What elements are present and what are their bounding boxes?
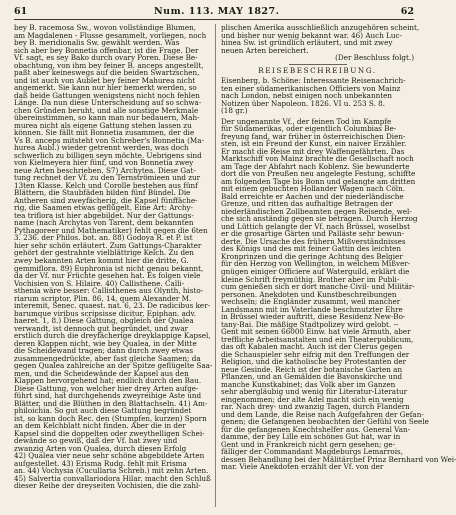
text-line: fälliger der Commandant Magdeburgs Lemarrois,	[221, 447, 403, 457]
text-line: und dem Lande, die Reise nach Aufgefahren der Gefan-	[221, 409, 424, 419]
text-line: personen. Anekdoten und Kunstbeschreibungen	[221, 289, 397, 299]
text-line: Länge. Da nun diese Unterscheidung auf so schwa-	[14, 98, 202, 108]
text-line: ist, so kann doch Rec. den (Stumpfen, kurzen) Sporn	[14, 413, 207, 423]
text-line: dieser Reihe der dreyseiten Vochisien, die die zahl-	[14, 481, 201, 491]
text-line: Diese Gattung, von welcher hier drey Arten aufge-	[14, 383, 199, 393]
text-line: hurea Aubl.) wieder getrennt werden, was doch	[14, 143, 189, 153]
text-line: obachtung, von ihm bey feiner B. anceps angestellt,	[14, 60, 204, 70]
text-line: Bald erreichte er Aachen und der niederländische	[221, 191, 404, 201]
page-header	[14, 4, 414, 20]
text-line: neue Arten beschrieben. S7) Archytea. Diese Gat-	[14, 165, 196, 175]
text-line: verwandt, ist dennoch gut begründet, und zwar	[14, 323, 189, 333]
text-line: können. Sie fällt mit Bonnetia zusammen, der die	[14, 128, 195, 138]
text-line: tea triflora ist hier abgebildet. Nur der Gattungs-	[14, 210, 194, 220]
text-line: sthenia wäre besser: Callisthenes aus Olynth, histo-	[14, 286, 204, 296]
text-line: treffliche Arbeitsanstalten und ein Theaterpublicum,	[221, 334, 414, 344]
text-line: und Lüttich gelangte der Vf. nach Brüssel, woselbst	[221, 221, 410, 231]
text-line: (18 gr.)	[221, 106, 248, 116]
text-line: des Königs und des mit feiner Gattin des leichten	[221, 244, 402, 254]
text-line: er die grosartige Gärten und Palläste sehr bewun-	[221, 229, 404, 239]
text-line: neue Gesinde. Reich ist der botanische Garten an	[221, 364, 403, 374]
text-line: Antheren sind zweyfächerig, die Kapsel fünffäche-	[14, 195, 198, 205]
text-line: gnügen einiger Officiere auf Waterguild, erklärt die	[221, 266, 410, 276]
text-line: chen Gründen beruht, und alle sonstige Merkmale	[14, 105, 199, 115]
issue-line: Num. 113. MAY 1827.	[154, 6, 280, 17]
continuation-note: (Der Beschluss folgt.)	[335, 53, 414, 63]
text-line: Pflanzen, und an Gemälden die Bavonskirche und	[221, 372, 403, 382]
text-line: 13ten Klasse. Kelch und Corolle bestehen aus fünf	[14, 180, 198, 190]
section-rule	[289, 64, 347, 65]
text-line: ten einer südamerikanischen Officiers von Mainz	[221, 83, 401, 93]
text-line: mit einem gebuchten Hollander Wagen nach Cöln.	[221, 184, 406, 194]
text-line: Notizen über Napoleon. 1826. VI u. 253 S. 8.	[221, 98, 386, 108]
text-line: gegen Qualea zahlreiche an der Spitze geflügelte Saa-	[14, 361, 213, 371]
text-line: nach London, nebst einigen noch unbekannten	[221, 91, 392, 101]
text-line: tany-Bai. Die mäßige Stadtpolizey wird gelobt. --	[221, 319, 399, 329]
text-line: dessen Behandlung bei der Mälitärchef Prinz Bernhard von Wei-	[221, 454, 456, 464]
page-number-left: 61	[14, 6, 28, 17]
text-line: murea nicht als eigene Gattung stehen lassen zu	[14, 120, 192, 130]
text-line: Grenze, und ritten das aufhaltige Betragen der	[221, 199, 393, 209]
text-line: zusammengedrückte, aber fast gleiche Saamen; da	[14, 353, 201, 363]
text-line: interemit, Senec. quaest. nat. 6, 23. De radicibus ker-	[14, 301, 211, 311]
column-divider	[215, 24, 216, 507]
text-line: Blätter, und die Blüthen in den Blattachseln. 41) Am-	[14, 398, 208, 408]
text-line: hinea Sw. ist gründlich erläutert, und mit zwey	[221, 38, 393, 48]
text-line: die Scheidewand tragen; dann durch zwey etwas	[14, 346, 194, 356]
text-line: Eisenberg, b. Schöne: Interessante Reisenachrich-	[221, 76, 406, 86]
text-line: aufgestellet. 43) Erisma Rudg. fehlt mit Erisma	[14, 458, 187, 468]
text-line: für den Herzog von Wellington, in welchem Mißver-	[221, 259, 411, 269]
text-line: 45) Salvertia convallariodora Hilar. macht den Schluß	[14, 473, 211, 483]
text-line: deren Klappen nicht, wie bey Qualea, in der Mitte	[14, 338, 197, 348]
text-line: Religion, und die katholische bey Protestanten der	[221, 357, 407, 367]
text-line: mar. Viele Anekdoten erzählt der Vf. von der	[221, 462, 384, 472]
text-line: Kapsel sind die doppelten oder zweythelligen Schei-	[14, 428, 205, 438]
text-line: kleine Schrift freymüthig. Brother aber im Publi-	[221, 274, 400, 284]
text-line: Vochisien von S. Hilaire. 40) Callisthene. Calli-	[14, 278, 185, 288]
text-line: und bisher nur wenig bekannt war. 46) Auch Luc-	[221, 30, 402, 40]
text-line: daß beide Gattungen wenigstens nicht noch fehlen	[14, 90, 200, 100]
text-line: Vs B. anceps mitsteht von Schreber's Bonnetia (Ma-	[14, 135, 204, 145]
text-line: bey B. meridionalis Sw. gewählt werden. Was	[14, 38, 180, 48]
right-column	[221, 23, 456, 509]
text-line: manche Kunstkabinet; das Volk aber im Ganzen	[221, 379, 396, 389]
text-line: Klappen hervorgehend hat; endlich durch den Bau.	[14, 376, 202, 386]
text-line: men, und die Scheidewände der Kapsel aus den	[14, 368, 189, 378]
text-line: Landsmann mit im Vaterlande beschmutzter Ehre	[221, 304, 403, 314]
text-line: Marktschiff von Mainz brachte die Gesellschaft noch	[221, 154, 414, 164]
text-line: am Tage der Abfahrt nach Koblenz. Sie bewunderte	[221, 161, 410, 171]
text-line: cum genießen sich er dort manche Civil- und Militär-	[221, 282, 415, 292]
text-line: in Brüssel wieder auftritt, diese Residenz New-Bo-	[221, 312, 406, 322]
text-line: am Magdalenen - Flusse gesammelt, vorliegen, noch	[14, 30, 207, 40]
text-line: damme, der bey Lille ein schönes Gut hat, war in	[221, 432, 401, 442]
text-line: sich aber bey Bonnetia offenbar, ist die Frage. Der	[14, 45, 199, 55]
text-line: die Schauspieler sehr eifrig mit den Treffungen der	[221, 349, 410, 359]
text-line: wechseln; die Engländer zusammt, weil mancher	[221, 297, 401, 307]
text-line: tung rechnet der Vf. zu den Ternströmieen und zur	[14, 173, 201, 183]
text-line: Gent und in Frankreich nicht gern gesehen; ge-	[221, 439, 396, 449]
text-line: von Kielmeyera hier fünf, und von Bonnetia zwey	[14, 158, 194, 168]
text-line: dort die von Preußen neu angelegte Festung, schiffte	[221, 169, 416, 179]
text-line: philoichia. So gut auch diese Gattung begründet	[14, 406, 192, 416]
text-line: haeret. 1, 8.) Diese Gattung, obgleich der Qualea	[14, 316, 194, 326]
text-line: derte. Die Ursache des frühern Mißverständnisses	[221, 236, 406, 246]
text-line: genen; die Gefangenen beobachten der Gefühl von Seele	[221, 417, 429, 427]
text-line: da der Vf. nur Früchte gesehen hat. Es folgen viele	[14, 271, 201, 281]
text-line: erstlich durch die dreyfächerige dreyklappige Kapsel,	[14, 331, 211, 341]
text-line: barumque viribus scripsisse dicitur, Epiphan. adv.	[14, 308, 196, 318]
text-line: eingenommen; der alte Adel macht sich ein wenig	[221, 394, 404, 404]
page-number-right: 62	[400, 6, 414, 17]
text-line: übereinstimmen, so kann man nur bedauern, Mah-	[14, 113, 200, 123]
text-line: führt sind, hat durchgehends zweyreihige Aste und	[14, 391, 202, 401]
text-line: sehr abergläubig und wenig für Literatur-Literatur	[221, 387, 408, 397]
text-line: gemmiflora. 89) Euphronia ist nicht genau bekannt,	[14, 263, 204, 273]
text-line: name (nach Archytas von Tarent, dem bekannten	[14, 218, 194, 228]
text-line: Vf. sagt, es sey Bako durch ovary Poren. Diese Be-	[14, 53, 198, 63]
text-line: Der ungenannte Vf., der feinen Tod im Kampfe	[221, 116, 392, 126]
text-line: an. 44) Vochysia (Cucullaria Schreb.) mit zehn Arten.	[14, 466, 209, 476]
text-line: bey B. racemosa Sw., wovon vollständige Blumen,	[14, 23, 197, 32]
text-line: und ist auch von Aublet bey feiner Mahurea nicht	[14, 75, 196, 85]
text-line: che sich anständig gegen sie betragen. Durch Herzog	[221, 214, 418, 224]
text-line: angemerkt. Sie kann nur hier bemerkt werden, so	[14, 83, 197, 93]
text-line: rar. Nach drey- und zwanzig Tagen, durch Flandern	[221, 402, 410, 412]
text-line: an dem Kelchblatt nicht finden. Aber die in der	[14, 421, 186, 431]
text-line: für Südamerikas, oder eigentlich Columbias Be-	[221, 124, 397, 134]
text-line: Gent mit seinen 66000 Einw. hat viele Armuth, aber	[221, 327, 411, 337]
text-line: Er macht die Reise mit drey Waffengefährten. Das	[221, 146, 405, 156]
text-line: freyung fand, war früher in österreichischen Dien-	[221, 131, 406, 141]
text-line: zwey bekannten Arten kommt hier die dritte, G.	[14, 255, 189, 265]
section-heading: REISEBESCHREIBUNG.	[258, 65, 377, 75]
text-line: neuen Arten bereichert.	[221, 45, 309, 55]
text-line: sten, ist ein Freund der Kunst, ein naiver Erzähler.	[221, 139, 407, 149]
text-line: niederländischen Zollbeamten gegen Reisende, wel-	[221, 206, 412, 216]
left-column	[14, 24, 211, 509]
text-line: für die gefangenen Knechtshelfer aus. General Van-	[221, 424, 411, 434]
text-line: riarum scriptor, Plin. 86, 14, quem Alexander M.	[14, 293, 192, 303]
text-line: Kronprinzen und die geringe Achtung des Belgier	[221, 251, 403, 261]
text-line: schwerlich zu billigen seyn möchte. Uebrigens sind	[14, 150, 202, 160]
text-line: Pythagoreer und Mathematiker) fehlt gegen die 6ten	[14, 225, 208, 235]
text-line: gehört der gestrahnte vielblättrige Kelch. Zu den	[14, 248, 194, 258]
text-line: am folgenden Tage bis Bonn und gelangte am dritten	[221, 176, 416, 186]
text-line: hier sehr schön erläutert. Zum Gattungs-Charakter	[14, 240, 202, 250]
text-line: 42) Qualea vier neue sehr schöne abgebildete Arten	[14, 451, 205, 461]
text-line: Blättern, die Staubfäden bilden fünf Bündel. Die	[14, 188, 191, 198]
text-line: dewände so gewiß, daß der Vf. hat zwey und	[14, 436, 178, 446]
text-line: paßt aber keineswegs auf die beiden Swartzschen,	[14, 68, 200, 78]
text-line: rig, die Saamen etwas geflügelt. Eine Art: Archy-	[14, 203, 193, 213]
text-line: 3. 236. der Philos. bot. an. 88) Godoya R. et P. ist	[14, 233, 193, 243]
text-line: zwanzig Arten von Qualea, durch diesen Erfolg	[14, 443, 187, 453]
text-line: das oft Kabalen macht. Auch ist der Clerus gegen	[221, 342, 403, 352]
text-line: plischen Amerika ausschließlich anzugehören scheint,	[221, 23, 420, 32]
